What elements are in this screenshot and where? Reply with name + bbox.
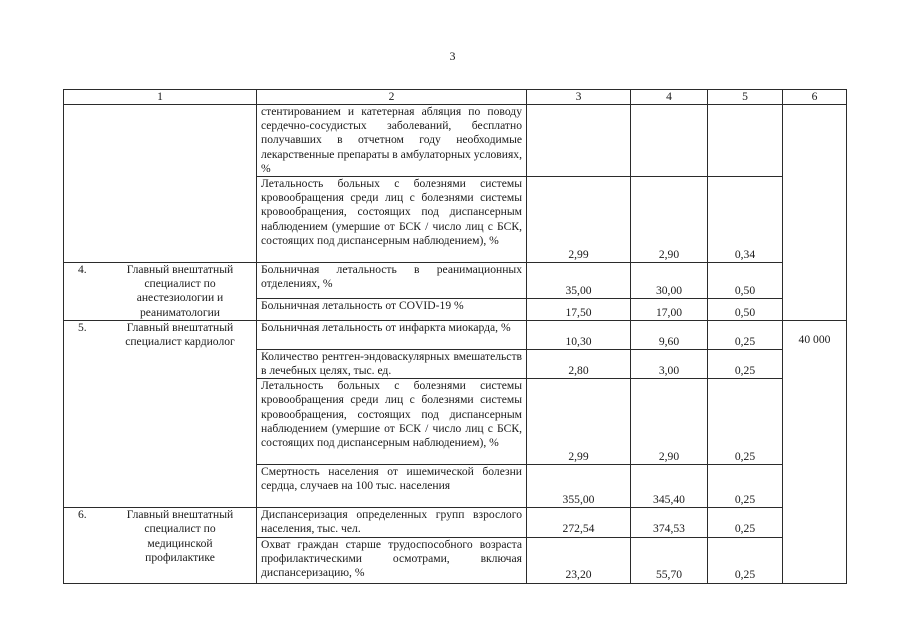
value-cell [631, 105, 708, 177]
value-cell: 10,30 [527, 320, 631, 349]
value-cell: 345,40 [631, 465, 708, 508]
table-row [64, 320, 847, 349]
value-cell: 17,50 [527, 299, 631, 320]
specialist-cell [64, 508, 257, 583]
amount-cell [783, 105, 847, 321]
value-cell: 0,50 [708, 263, 783, 299]
indicator-cell: Больничная летальность от COVID-19 % [257, 299, 527, 320]
indicator-cell: стентированием и катетерная абляция по поводу сердечно-сосудистых заболеваний, бесплатно получавших в отчетном году необходимые лекарственные препараты в амбулаторных условиях, % [257, 105, 527, 177]
section-number: 4. [78, 263, 87, 277]
page-number: 3 [449, 49, 456, 63]
table-header-row [64, 90, 847, 105]
value-cell: 374,53 [631, 508, 708, 537]
table-row [64, 105, 847, 177]
value-cell: 2,80 [527, 349, 631, 378]
amount-cell: 40 000 [783, 320, 847, 583]
column-header: 2 [257, 90, 527, 105]
specialist-cell [64, 105, 257, 263]
table-row [64, 508, 847, 537]
value-cell: 2,90 [631, 177, 708, 263]
value-cell: 272,54 [527, 508, 631, 537]
value-cell: 35,00 [527, 263, 631, 299]
value-cell: 0,25 [708, 320, 783, 349]
value-cell: 23,20 [527, 537, 631, 583]
indicator-cell: Летальность больных с болезнями системы кровообращения среди лиц с болезнями системы кровообращения, состоящих под диспансерным наблюдением (умершие от БСК / число лиц с БСК, состоящих под диспансерным наблюдением), % [257, 379, 527, 465]
column-header: 3 [527, 90, 631, 105]
indicator-cell: Больничная летальность в реанимационных отделениях, % [257, 263, 527, 299]
value-cell: 0,34 [708, 177, 783, 263]
value-cell: 3,00 [631, 349, 708, 378]
specialist-name: Главный внештатный специалист кардиолог [125, 320, 235, 349]
section-number: 5. [78, 320, 87, 334]
value-cell: 0,50 [708, 299, 783, 320]
specialist-name: Главный внештатный специалист по медицинской профилактике [126, 508, 234, 564]
value-cell: 0,25 [708, 349, 783, 378]
value-cell: 0,25 [708, 537, 783, 583]
value-cell: 0,25 [708, 465, 783, 508]
specialist-cell [64, 263, 257, 321]
indicator-cell: Количество рентген-эндоваскулярных вмешательств в лечебных целях, тыс. ед. [257, 349, 527, 378]
section-number: 6. [78, 508, 87, 522]
specialist-cell [64, 320, 257, 507]
specialist-name: Главный внештатный специалист по анестезиологии и реаниматологии [126, 263, 234, 319]
indicator-cell: Больничная летальность от инфаркта миокарда, % [257, 320, 527, 349]
column-header: 6 [783, 90, 847, 105]
value-cell: 0,25 [708, 379, 783, 465]
value-cell: 2,99 [527, 379, 631, 465]
indicator-cell: Смертность населения от ишемической болезни сердца, случаев на 100 тыс. населения [257, 465, 527, 508]
value-cell: 17,00 [631, 299, 708, 320]
indicator-cell: Летальность больных с болезнями системы кровообращения среди лиц с болезнями системы кровообращения, состоящих под диспансерным наблюдением (умершие от БСК / число лиц с БСК, состоящих под диспансерным наблюдением), % [257, 177, 527, 263]
value-cell: 2,90 [631, 379, 708, 465]
indicators-table [63, 89, 847, 584]
value-cell: 30,00 [631, 263, 708, 299]
indicator-cell: Охват граждан старше трудоспособного возраста профилактическими осмотрами, включая диспансеризацию, % [257, 537, 527, 583]
column-header: 1 [64, 90, 257, 105]
value-cell [527, 105, 631, 177]
table-row [64, 263, 847, 299]
column-header: 4 [631, 90, 708, 105]
value-cell [708, 105, 783, 177]
value-cell: 9,60 [631, 320, 708, 349]
value-cell: 2,99 [527, 177, 631, 263]
indicator-cell: Диспансеризация определенных групп взрослого населения, тыс. чел. [257, 508, 527, 537]
value-cell: 355,00 [527, 465, 631, 508]
value-cell: 0,25 [708, 508, 783, 537]
column-header: 5 [708, 90, 783, 105]
value-cell: 55,70 [631, 537, 708, 583]
